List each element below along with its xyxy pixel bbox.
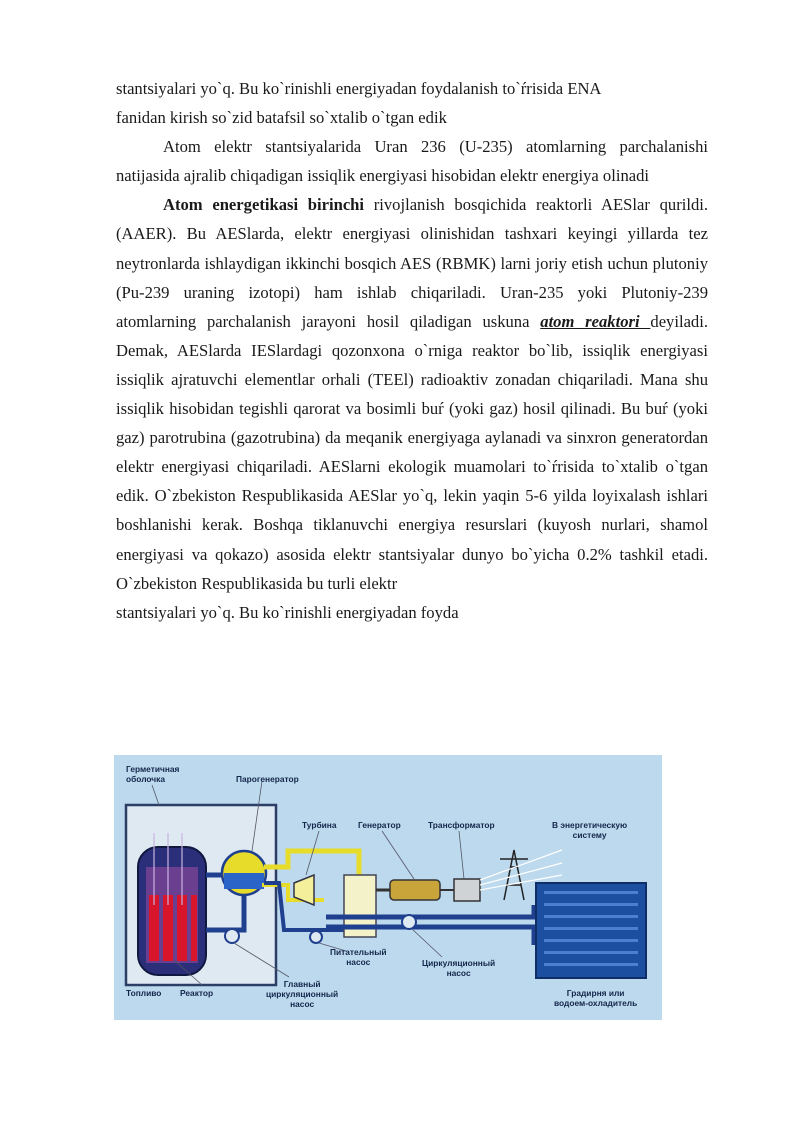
term-atom-reaktori: atom reaktori (540, 311, 651, 331)
label-main-pump: Главный циркуляционный насос (266, 979, 339, 1009)
generator-symbol (390, 880, 440, 900)
pylon-symbol (500, 850, 528, 900)
paragraph-3 (116, 190, 708, 597)
document-text (116, 74, 708, 627)
label-containment: Герметичная оболочка (126, 764, 180, 784)
label-transformer: Трансформатор (428, 820, 495, 830)
label-feed-pump: Питательный насос (330, 947, 387, 967)
label-grid: В энергетическую систему (552, 820, 628, 840)
label-fuel: Топливо (126, 988, 162, 998)
paragraph-1-line-2: fanidan kirish so`zid batafsil so`xtalib o`tgan edik (116, 108, 447, 128)
label-steam-generator: Парогенератор (236, 774, 299, 784)
main-pump-symbol (225, 929, 239, 943)
circulation-pump-symbol (402, 915, 416, 929)
npp-diagram (114, 755, 662, 1020)
paragraph-3-text-a: rivojlanish bosqichida reaktorli AESlar qurildi. (AAER). Bu AESlarda, elektr energiyasi olinishidan tashxari keyingi yillarda tez neytronlarda ishlaydigan ikkinchi bosqich AES (RBMK) larni joriy etish uchun plutoniy (Pu-239 uraning izotopi) ham ishlab chiqariladi. Uran-235 yoki Plutoniy-239 atomlarning parchalanish jarayoni hosil qiladigan uskuna (116, 195, 709, 331)
paragraph-2: Atom elektr stantsiyalarida Uran 236 (U-235) atomlarning parchalanishi natijasida ajralib chiqadigan issiqlik energiyasi hisobidan elektr energiya olinadi (116, 137, 708, 186)
label-turbine: Турбина (302, 820, 337, 830)
paragraph-3-text-b: deyiladi. Demak, AESlarda IESlardagi qozonxona o`rniga reaktor bo`lib, issiqlik energiyasi issiqlik ajratuvchi elementlar orhali (TEEl) radioaktiv zonadan chiqariladi. Mana shu issiqlik hisobidan tegishli qarorat va bosimli buŕ (yoki gaz) hosil qilinadi. Bu buŕ (yoki gaz) parotrubina (gazotrubina) da meqanik energiyaga aylanadi va sinxron generatordan elektr energiyasi chiqariladi. AESlarni ekologik muamolari to`ŕrisida to`xtalib o`tgan edik. O`zbekiston Respublikasida AESlar yo`q, lekin yaqin 5-6 yilda loyixalash ishlari boshlanishi kerak. Boshqa tiklanuvchi energiya resurslari (kuyosh nurlari, shamol energiyasi va qokazo) asosida elektr stantsiyalar dunyo bo`yicha 0.2% tashkil etadi. O`zbekiston Respublikasida bu turli elektr (116, 311, 708, 593)
label-circulation-pump: Циркуляционный насос (422, 958, 496, 978)
label-reactor: Реактор (180, 988, 214, 998)
label-generator: Генератор (358, 820, 401, 830)
npp-schematic (114, 755, 662, 1020)
paragraph-1-line-1: stantsiyalari yo`q. Bu ko`rinishli energiyadan foydalanish to`ŕrisida ENA (116, 79, 602, 98)
feed-pump-symbol (310, 931, 322, 943)
paragraph-3-bold-lead: Atom energetikasi birinchi (163, 195, 365, 215)
paragraph-3-last-line: stantsiyalari yo`q. Bu ko`rinishli energiyadan foyda (116, 602, 459, 622)
label-cooling-tower: Градирня или водоем-охладитель (554, 988, 638, 1008)
transformer-symbol (454, 879, 480, 901)
steam-generator-water (224, 873, 264, 889)
